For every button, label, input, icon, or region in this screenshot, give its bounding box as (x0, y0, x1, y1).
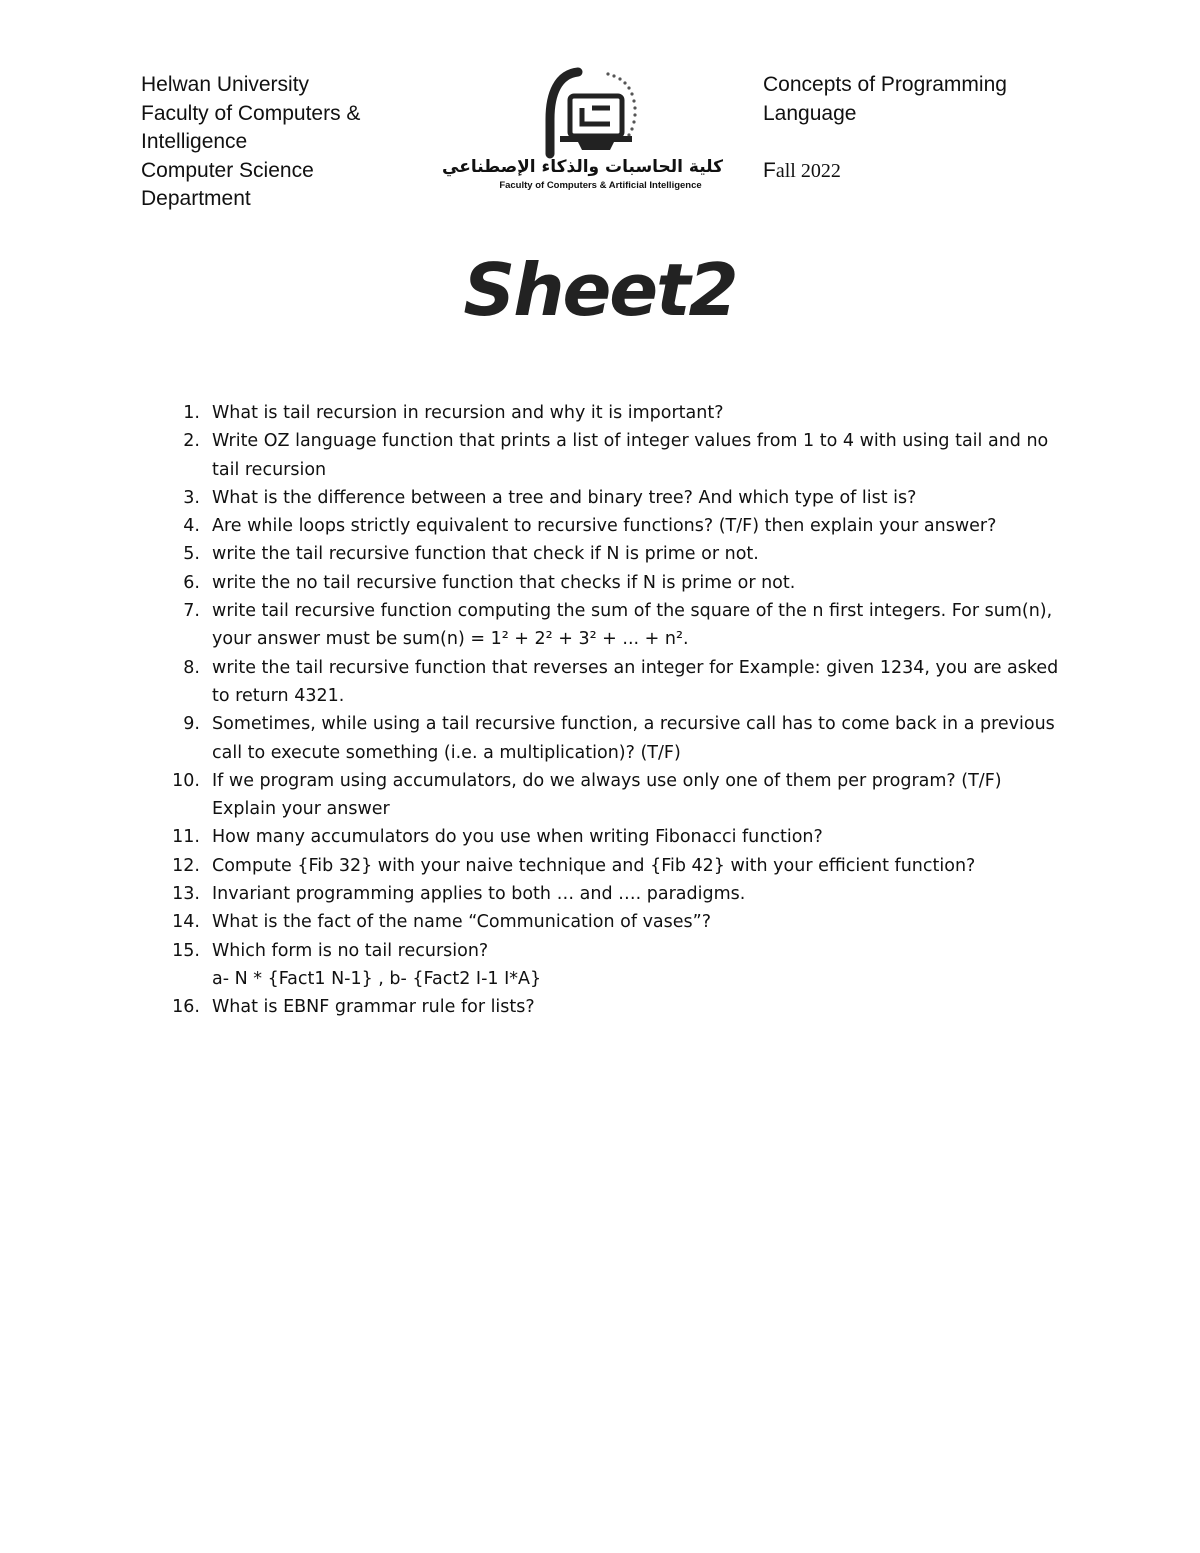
question-number: 7. (183, 601, 200, 622)
question-number: 1. (183, 403, 200, 423)
department-line2: Department (141, 187, 251, 210)
question-item (160, 908, 1060, 936)
question-number: 16. (172, 997, 200, 1018)
question-text: What is the difference between a tree and binary tree? And which type of list is? (212, 487, 917, 508)
term-year: all 2022 (775, 159, 841, 182)
question-item (160, 823, 1060, 851)
question-text: If we program using accumulators, do we always use only one of them per program? (T/F) Explain your answer (212, 770, 1002, 820)
question-options: a- N * {Fact1 N-1} , b- {Fact2 I-1 I*A} (212, 968, 542, 989)
question-number: 14. (172, 912, 200, 933)
question-item (160, 399, 1060, 427)
question-text: Invariant programming applies to both … and …. paradigms. (212, 884, 746, 905)
question-item (160, 852, 1060, 880)
question-item (160, 993, 1060, 1021)
question-text: write tail recursive function computing the sum of the square of the n first integers. For sum(n), your answer must be sum(n) = 1² + 2² + 3² + ... + n². (212, 601, 1053, 650)
term (763, 157, 1093, 186)
sheet-title: Sheet2 (463, 248, 737, 332)
question-item (160, 540, 1060, 568)
question-number: 5. (183, 544, 200, 565)
question-number: 13. (172, 884, 200, 905)
question-text: Compute {Fib 32} with your naive technique and {Fib 42} with your efficient function? (212, 855, 976, 876)
logo-arabic-text: كلية الحاسبات والذكاء الإصطناعي (442, 157, 723, 177)
question-item (160, 710, 1060, 767)
question-item (160, 484, 1060, 512)
question-number: 8. (183, 657, 200, 678)
term-prefix: F (763, 158, 776, 182)
question-text: What is tail recursion in recursion and why it is important? (212, 403, 724, 423)
question-item (160, 767, 1060, 824)
question-text: write the tail recursive function that reverses an integer for Example: given 1234, you are asked to return 4321. (212, 657, 1059, 706)
faculty-name-line2: Intelligence (141, 130, 248, 153)
logo-english-text: Faculty of Computers & Artificial Intelligence (499, 180, 702, 191)
question-text: Write OZ language function that prints a list of integer values from 1 to 4 with using tail and no tail recursion (212, 431, 1049, 480)
course-name-line1: Concepts of Programming (763, 73, 1007, 96)
university-name: Helwan University (141, 73, 310, 96)
question-number: 3. (183, 487, 200, 508)
question-text: Which form is no tail recursion? (212, 940, 489, 961)
question-item (160, 654, 1060, 711)
question-number: 11. (172, 827, 200, 848)
question-item (160, 937, 1060, 994)
university-info (141, 71, 461, 214)
question-item (160, 597, 1060, 654)
question-text: How many accumulators do you use when writing Fibonacci function? (212, 827, 823, 848)
question-number: 4. (183, 516, 200, 537)
course-name-line2: Language (763, 101, 857, 125)
question-list (160, 399, 1060, 1022)
question-number: 10. (172, 770, 200, 791)
question-item (160, 880, 1060, 908)
question-number: 9. (183, 714, 200, 735)
question-text: Sometimes, while using a tail recursive function, a recursive call has to come back in a previous call to execute something (i.e. a multiplication)? (T/F) (212, 714, 1055, 763)
question-text: write the tail recursive function that check if N is prime or not. (212, 544, 759, 565)
question-number: 15. (172, 940, 200, 961)
question-number: 2. (183, 431, 200, 452)
question-number: 6. (183, 572, 200, 593)
question-item (160, 512, 1060, 540)
question-text: Are while loops strictly equivalent to recursive functions? (T/F) then explain your answer? (212, 516, 997, 537)
faculty-logo (442, 64, 723, 200)
department-line1: Computer Science (141, 158, 314, 182)
course-info (763, 71, 1093, 185)
question-text: write the no tail recursive function that checks if N is prime or not. (212, 572, 796, 593)
question-item (160, 569, 1060, 597)
question-text: What is EBNF grammar rule for lists? (212, 997, 535, 1018)
question-text: What is the fact of the name “Communication of vases”? (212, 912, 712, 933)
question-number: 12. (172, 855, 200, 876)
question-item (160, 427, 1060, 484)
faculty-name-line1: Faculty of Computers & (141, 101, 361, 125)
